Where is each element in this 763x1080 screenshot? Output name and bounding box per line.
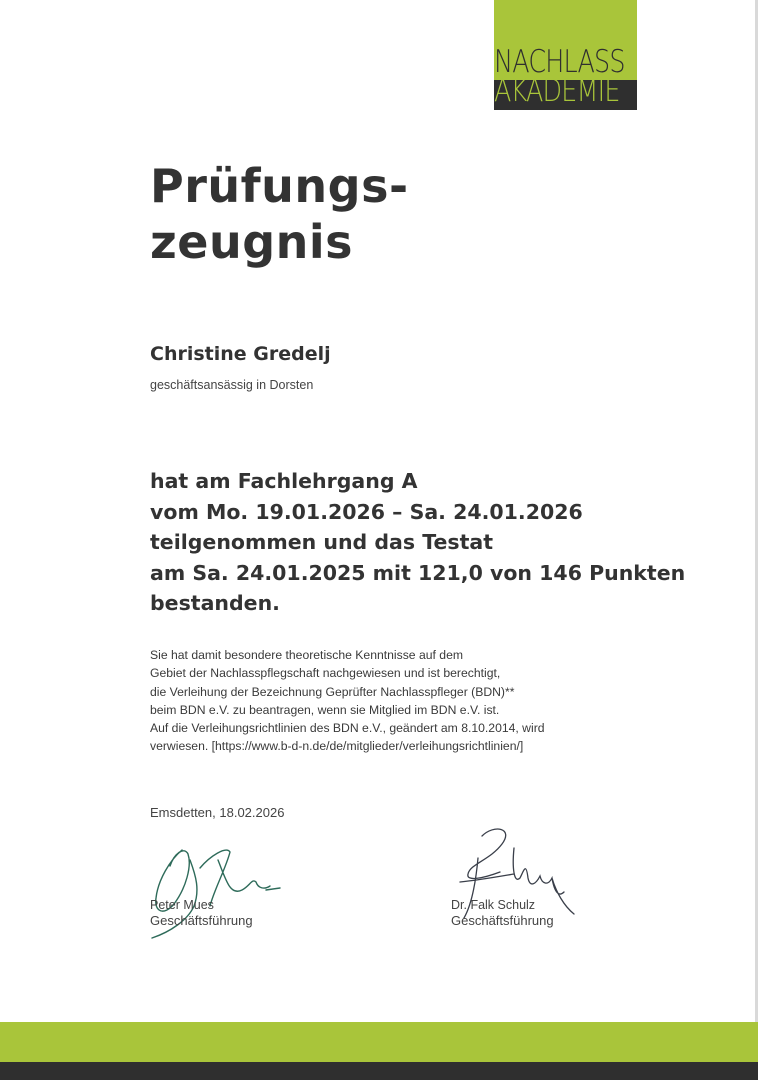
body-line: verwiesen. [https://www.b-d-n.de/de/mitglieder/verleihungsrichtlinien/] — [150, 739, 524, 754]
recipient-name: Christine Gredelj — [150, 343, 331, 365]
statement-line: teilgenommen und das Testat — [150, 530, 494, 554]
statement-line: vom Mo. 19.01.2026 – Sa. 24.01.2026 — [150, 499, 583, 524]
exam-statement — [150, 466, 685, 619]
body-line: beim BDN e.V. zu beantragen, wenn sie Mitglied im BDN e.V. ist. — [150, 702, 500, 717]
logo-line-1: NACHLASS — [494, 44, 625, 80]
body-line: Auf die Verleihungsrichtlinien des BDN e.V., geändert am 8.10.2014, wird — [150, 721, 545, 736]
footer-green-band — [0, 1022, 758, 1062]
document-title — [150, 158, 409, 270]
logo-line-2: AKADEMIE — [494, 73, 620, 109]
place-and-date: Emsdetten, 18.02.2026 — [150, 805, 285, 820]
signatory-1-role: Geschäftsführung — [150, 913, 253, 928]
nachlass-akademie-logo — [494, 0, 637, 110]
title-line-1: Prüfungs- — [150, 159, 409, 213]
signatory-1-name: Peter Mues — [150, 898, 214, 912]
recipient-location: geschäftsansässig in Dorsten — [150, 378, 314, 392]
body-paragraph — [150, 646, 545, 756]
statement-line: hat am Fachlehrgang A — [150, 469, 418, 493]
body-line: Gebiet der Nachlasspflegschaft nachgewiesen und ist berechtigt, — [150, 666, 501, 681]
body-line: die Verleihung der Bezeichnung Geprüfter Nachlasspfleger (BDN)** — [150, 684, 515, 699]
signatory-2-role: Geschäftsführung — [451, 913, 554, 928]
statement-line: am Sa. 24.01.2025 mit 121,0 von 146 Punkten — [150, 560, 686, 585]
body-line: Sie hat damit besondere theoretische Kenntnisse auf dem — [150, 648, 464, 662]
statement-line: bestanden. — [150, 591, 280, 615]
signatory-2-name: Dr. Falk Schulz — [451, 898, 536, 912]
footer-dark-band — [0, 1062, 758, 1080]
title-line-2: zeugnis — [150, 215, 354, 269]
